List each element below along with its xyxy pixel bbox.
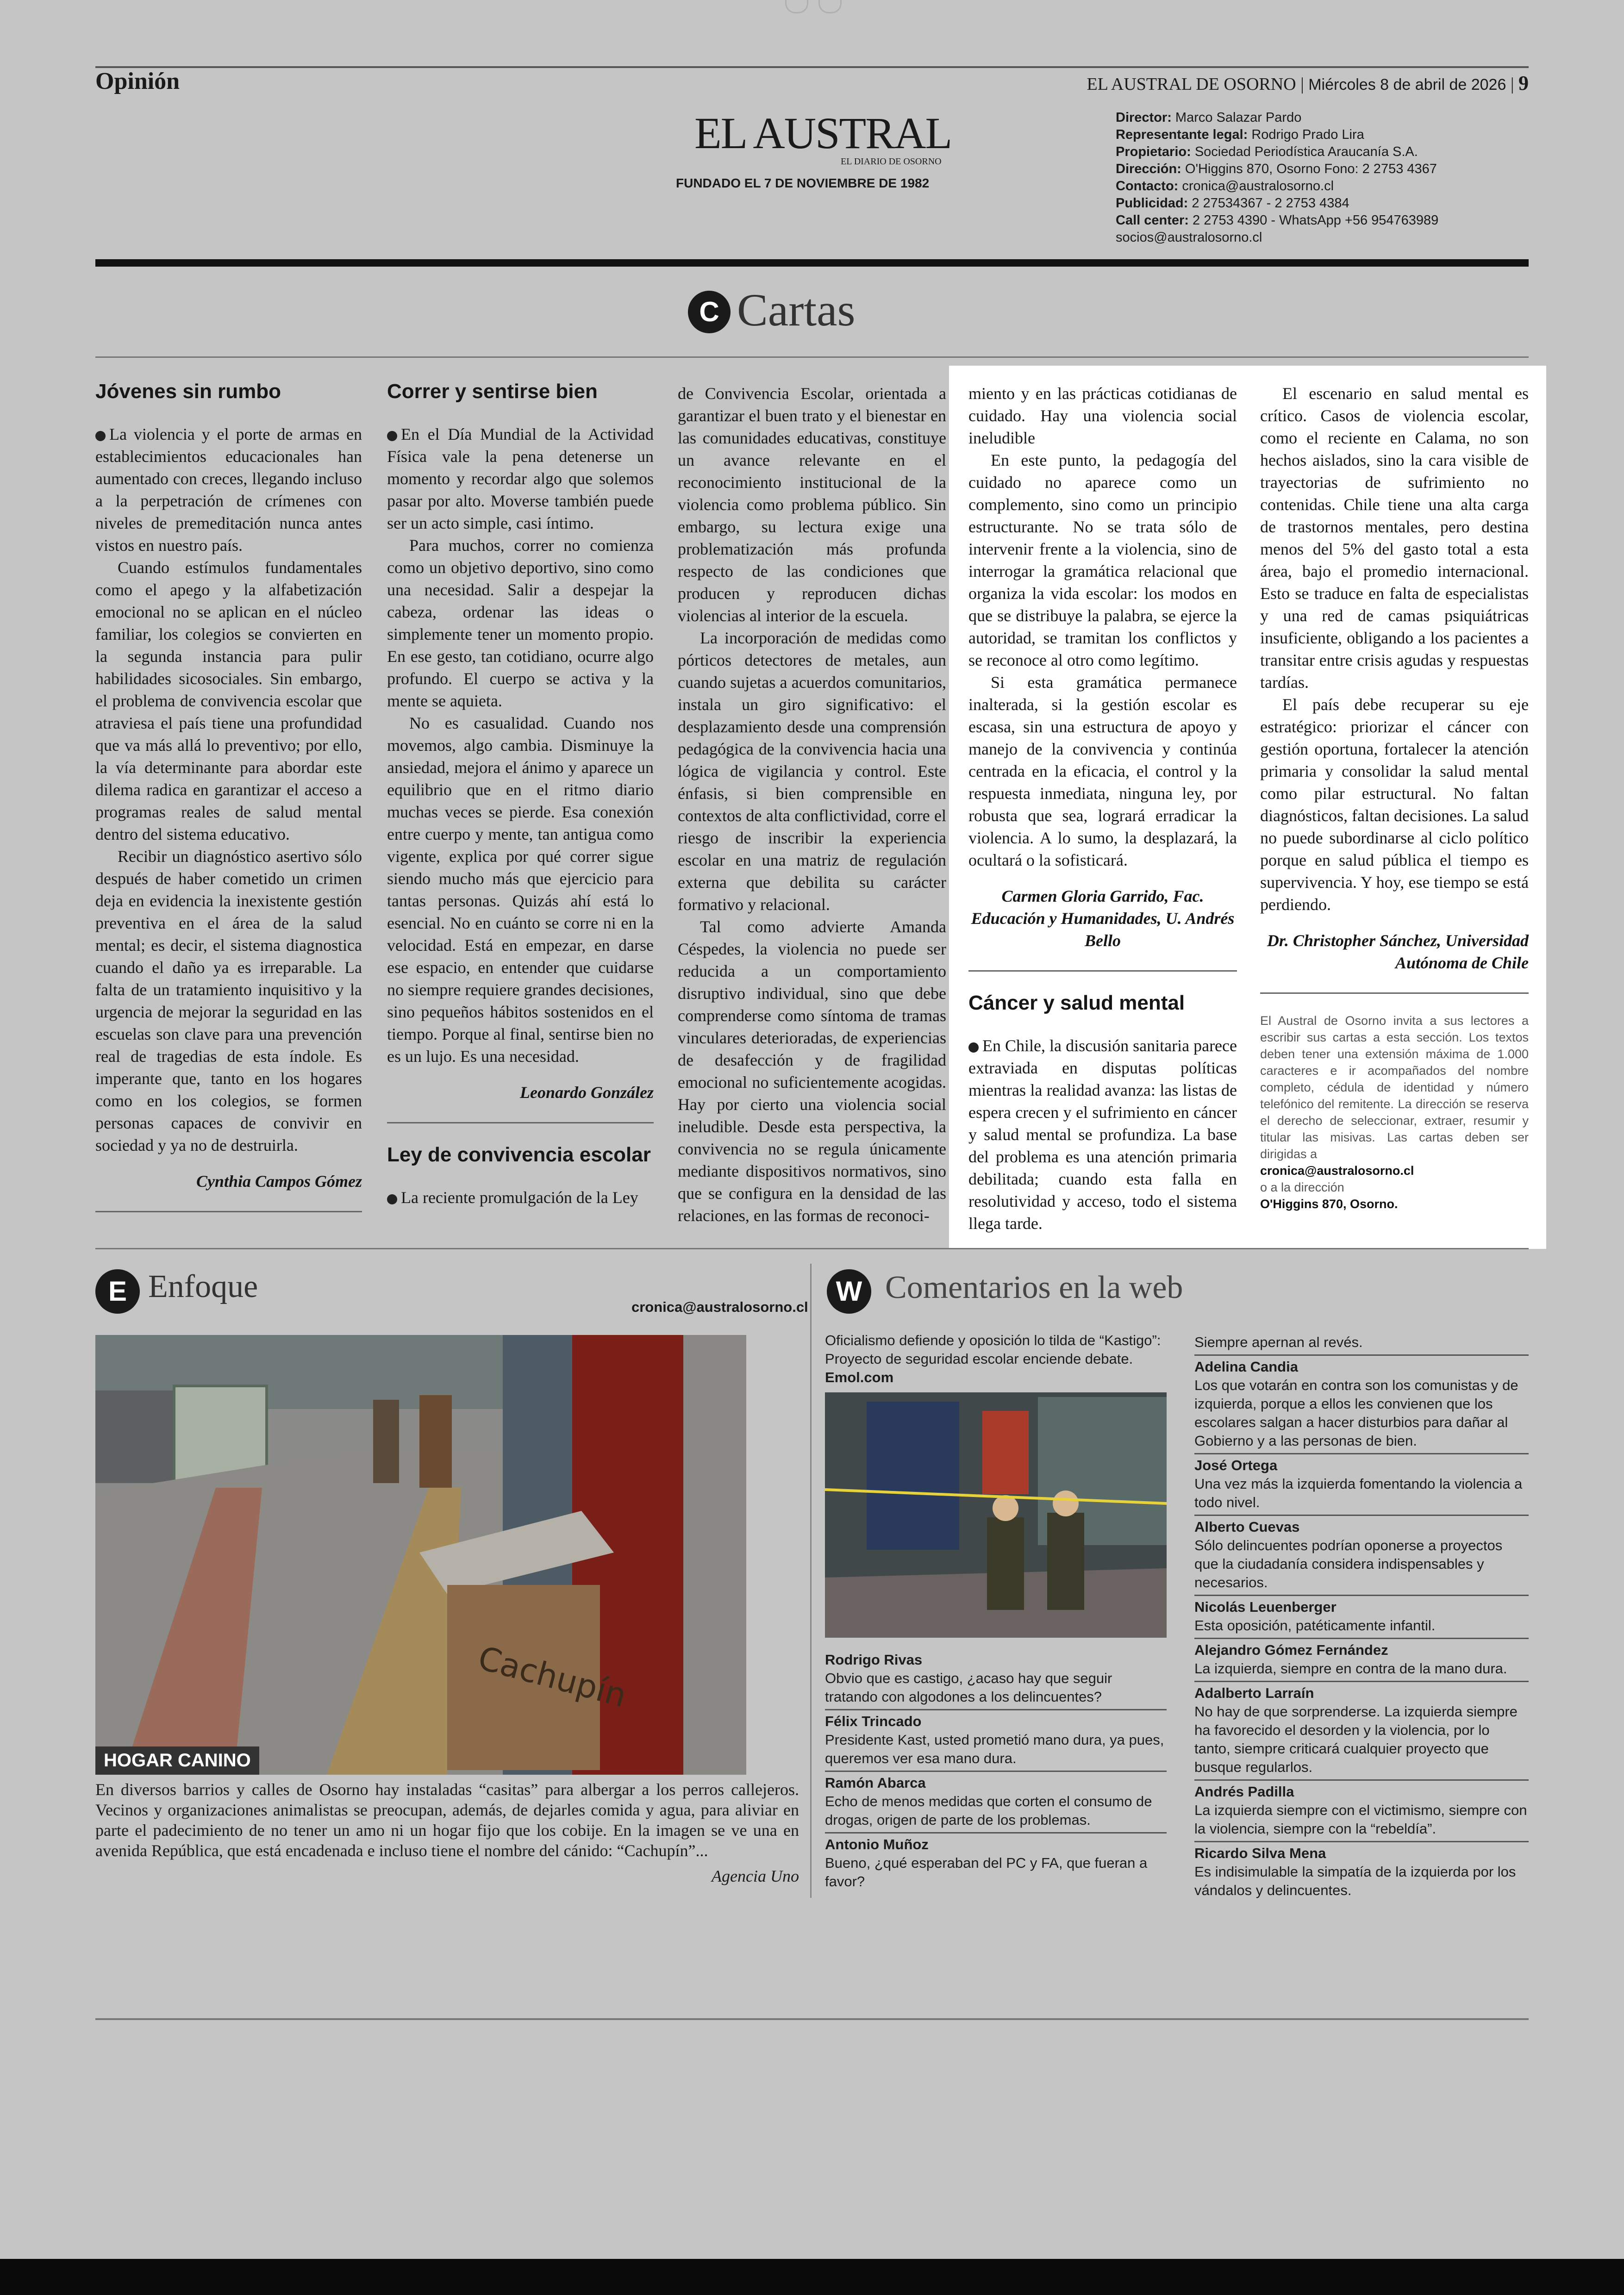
submission-notice bbox=[1260, 1012, 1529, 1212]
web-comment bbox=[1194, 1842, 1529, 1902]
comment-text: Los que votarán en contra son los comunistas y de izquierda, porque a ellos les convienen que los escolares salgan a hacer disturbios para dañar al Gobierno y a las personas de bien. bbox=[1194, 1377, 1518, 1449]
letter-signature: Leonardo González bbox=[519, 1083, 654, 1102]
comment-author: Andrés Padilla bbox=[1194, 1784, 1294, 1800]
thick-rule bbox=[95, 259, 1529, 267]
letter-paragraph: El escenario en salud mental es crítico. Casos de violencia escolar, como el reciente en Calama, no son hechos aislados, sino la cara visible de trayectorias de sufrimiento no contenidas. Chile tiene una alta carga de trastornos mentales, pero destina menos del 5% del gasto total a esta área, bajo el promedio internacional. Esto se traduce en falta de especialistas y una red de camas psiquiátricas insuficiente, obligando a los pacientes a transitar entre crisis agudas y respuestas tardías. bbox=[1260, 384, 1529, 692]
bullet-icon bbox=[387, 1194, 397, 1204]
letter-signature: Cynthia Campos Gómez bbox=[196, 1172, 362, 1191]
letter-title: Correr y sentirse bien bbox=[387, 380, 598, 403]
dog-house-photo bbox=[95, 1335, 746, 1775]
letter-paragraph: Cuando estímulos fundamentales como el apego y la alfabetización emocional no se aplican en el núcleo familiar, los colegios se convierten en la segunda instancia para pulir habilidades sicosociales. Sin embargo, el problema de convivencia escolar que atraviesa el país tiene una profundidad que va más allá lo preventivo; por ello, la vía determinante para abordar este dilema radica en garantizar el acceso a programas reales de salud mental dentro del sistema educativo. bbox=[95, 558, 362, 843]
folio-sep2: | bbox=[1506, 75, 1518, 94]
web-comment-fragment: Siempre apernan al revés. bbox=[1194, 1331, 1529, 1356]
staff-line: Propietario: Sociedad Periodística Araucanía S.A. bbox=[1116, 144, 1418, 159]
comment-author: Adelina Candia bbox=[1194, 1359, 1298, 1375]
photo-credit: Agencia Uno bbox=[712, 1867, 799, 1885]
comment-author: José Ortega bbox=[1194, 1457, 1278, 1473]
comment-text: No hay de que sorprenderse. La izquierda siempre ha favorecido el desorden y la violencia, por lo tanto, siempre criticará cualquier proyecto que busque regularlos. bbox=[1194, 1703, 1518, 1775]
letter-jovenes bbox=[95, 379, 362, 1231]
web-comment bbox=[1194, 1454, 1529, 1516]
comment-author: Alberto Cuevas bbox=[1194, 1519, 1300, 1535]
comment-author: Nicolás Leuenberger bbox=[1194, 1599, 1337, 1615]
web-photo bbox=[825, 1392, 1167, 1638]
photo-caption: En diversos barrios y calles de Osorno hay instaladas “casitas” para albergar a los perros callejeros. Vecinos y organizaciones animalistas se preocupan, además, de dejarles comida y agua, para aliviar en parte el padecimiento de no tener un amo ni un hogar fijo que los cobije. En la imagen se ve una en avenida República, que está encadenada e incluso tiene el nombre del cánido: “Cachupín”... bbox=[95, 1780, 799, 1860]
notice-text: El Austral de Osorno invita a sus lectores a escribir sus cartas a esta sección. Los textos deben tener una extensión máxima de 1.000 caracteres e ir acompañados del nombre completo, cédula de identidad y número telefónico del remitente. La dirección se reserva el derecho de seleccionar, extraer, resumir y titular las misivas. Las cartas deben ser dirigidas a bbox=[1260, 1014, 1529, 1161]
svg-text:Cachupín: Cachupín bbox=[474, 1639, 631, 1715]
letter-paragraph: Si esta gramática permanece inalterada, si la gestión escolar es escasa, sin una estructura de apoyo y manejo de la convivencia y continúa centrada en la eficacia, el control y la respuesta inmediata, ninguna ley, por robusta que sea, logrará erradicar la violencia. A lo sumo, la desplazará, la ocultará o la sofisticará. bbox=[968, 673, 1237, 869]
staff-line: Call center: 2 2753 4390 - WhatsApp +56 954763989 bbox=[1116, 213, 1439, 228]
section-separator bbox=[810, 1264, 812, 1898]
letter-title: Jóvenes sin rumbo bbox=[95, 380, 281, 403]
comment-text: Esta oposición, patéticamente infantil. bbox=[1194, 1617, 1436, 1634]
footer-rule bbox=[95, 2018, 1529, 2020]
top-rule bbox=[95, 66, 1529, 68]
comment-author: Ricardo Silva Mena bbox=[1194, 1845, 1326, 1861]
letter-paragraph: miento y en las prácticas cotidianas de cuidado. Hay una violencia social ineludible bbox=[968, 384, 1237, 447]
page-number: 9 bbox=[1518, 72, 1529, 94]
web-comment bbox=[825, 1834, 1167, 1894]
letter-paragraph: No es casualidad. Cuando nos movemos, algo cambia. Disminuye la ansiedad, mejora el ánimo y aparece un equilibrio que en el ritmo diario muchas veces se pierde. Esa conexión entre cuerpo y mente, tan antigua como vigente, explica por qué correr sigue siendo mucho más que ejercicio para tantas personas. Quizás ahí está lo esencial. No en cuánto se corre ni en la velocidad. Está en empezar, en darse ese espacio, en entender que cuidarse no siempre requiere grandes decisiones, sino pequeños hábitos sostenidos en el tiempo. Porque al final, sentirse bien no es un lujo. Es una necesidad. bbox=[387, 714, 654, 1066]
web-source[interactable]: Emol.com bbox=[825, 1369, 894, 1385]
letter-paragraph: La incorporación de medidas como pórticos detectores de metales, aun cuando sujetas a acuerdos comunitarios, instala un giro significativo: el desplazamiento desde una comprensión pedagógica de la convivencia hacia una lógica de vigilancia y control. Este énfasis, si bien comprensible en contextos de alta conflictividad, corre el riesgo de inscribir la experiencia escolar en una matriz de regulación externa que debilita su carácter formativo y relacional. bbox=[678, 629, 946, 914]
web-title: Comentarios en la web bbox=[885, 1270, 1183, 1305]
web-comment bbox=[825, 1710, 1167, 1772]
bullet-icon bbox=[95, 431, 106, 441]
issue-date: Miércoles 8 de abril de 2026 bbox=[1308, 76, 1506, 94]
letter-paragraph: Para muchos, correr no comienza como un objetivo deportivo, sino como una necesidad. Salir a despejar la cabeza, ordenar las ideas o simplemente tener un momento propio. En ese gesto, tan cotidiano, ocurre algo profundo. El cuerpo se activa y la mente se aquieta. bbox=[387, 536, 654, 710]
letter-cancer-cont bbox=[1260, 382, 1529, 1212]
staff-line: Dirección: O'Higgins 870, Osorno Fono: 2 2753 4367 bbox=[1116, 162, 1437, 176]
letter-paragraph: En Chile, la discusión sanitaria parece extraviada en disputas políticas mientras la realidad avanza: las listas de espera crecen y el sufrimiento en cáncer y salud mental se profundiza. La base del problema es una atención primaria debilitada; cuando esta falla en resolutividad y acceso, todo el sistema llega tarde. bbox=[968, 1036, 1237, 1233]
paper-name: EL AUSTRAL DE OSORNO bbox=[1087, 75, 1296, 94]
comment-text: Presidente Kast, usted prometió mano dura, ya pues, queremos ver esa mano dura. bbox=[825, 1732, 1164, 1766]
web-comment bbox=[1194, 1781, 1529, 1842]
cartas-logo-icon: C bbox=[688, 291, 731, 333]
letter-paragraph: de Convivencia Escolar, orientada a garantizar el buen trato y el bienestar en las comunidades educativas, constituye un avance relevante en el reconocimiento institucional de la violencia como problema público. Sin embargo, su lectura exige una problematización más profunda respecto de las condiciones que producen y reproducen dichas violencias al interior de la escuela. bbox=[678, 384, 946, 625]
web-left-column bbox=[825, 1331, 1167, 1894]
staff-line: Representante legal: Rodrigo Prado Lira bbox=[1116, 127, 1364, 142]
staff-box bbox=[1116, 109, 1438, 246]
enfoque-email[interactable]: cronica@australosorno.cl bbox=[631, 1299, 808, 1315]
enfoque-title: Enfoque bbox=[148, 1269, 258, 1304]
divider bbox=[968, 970, 1237, 972]
comment-author: Adalberto Larraín bbox=[1194, 1685, 1314, 1701]
masthead-sub: EL DIARIO DE OSORNO bbox=[841, 156, 942, 167]
comment-text: La izquierda, siempre en contra de la mano dura. bbox=[1194, 1660, 1507, 1677]
letter-title: Ley de convivencia escolar bbox=[387, 1143, 651, 1166]
notice-email[interactable]: cronica@australosorno.cl bbox=[1260, 1164, 1414, 1178]
staff-line: Director: Marco Salazar Pardo bbox=[1116, 110, 1302, 125]
section-label: Opinión bbox=[95, 68, 180, 94]
letter-paragraph: En el Día Mundial de la Actividad Física vale la pena detenerse un momento y recordar algo que solemos pasar por alto. Moverse también puede ser un acto simple, casi íntimo. bbox=[387, 425, 654, 532]
viewer-bottom-bar bbox=[0, 2259, 1624, 2295]
enfoque-photo bbox=[95, 1335, 746, 1775]
staff-line: Publicidad: 2 27534367 - 2 2753 4384 bbox=[1116, 196, 1349, 211]
comment-text: Bueno, ¿qué esperaban del PC y FA, que fueran a favor? bbox=[825, 1855, 1148, 1890]
web-logo-icon: W bbox=[827, 1269, 871, 1314]
web-comment bbox=[1194, 1516, 1529, 1596]
cartas-rule bbox=[95, 356, 1529, 358]
police-photo bbox=[825, 1392, 1167, 1638]
comment-author: Rodrigo Rivas bbox=[825, 1652, 923, 1668]
letter-paragraph: El país debe recuperar su eje estratégico: priorizar el cáncer con gestión oportuna, fortalecer la atención primaria y consolidar la salud mental como pilar estructural. No faltan diagnósticos, faltan decisiones. La salud no puede subordinarse al ciclo político porque en salud pública el tiempo es supervivencia. Y hoy, ese tiempo se está perdiendo. bbox=[1260, 695, 1529, 914]
comment-text: Sólo delincuentes podrían oponerse a proyectos que la ciudadanía considera indispensables y necesarios. bbox=[1194, 1537, 1503, 1590]
notice-address: O'Higgins 870, Osorno. bbox=[1260, 1197, 1398, 1211]
letter-signature: Carmen Gloria Garrido, Fac. Educación y Humanidades, U. Andrés Bello bbox=[971, 887, 1235, 950]
letter-correr bbox=[387, 379, 654, 1209]
comment-text: Una vez más la izquierda fomentando la violencia a todo nivel. bbox=[1194, 1476, 1523, 1510]
web-comment bbox=[825, 1649, 1167, 1710]
divider bbox=[1260, 992, 1529, 994]
letter-paragraph: En este punto, la pedagogía del cuidado no aparece como un complemento, sino como un principio estructurante. No se trata sólo de intervenir frente a la violencia, sino de interrogar la gramática relacional que organiza la vida escolar: los modos en que se distribuye la palabra, se ejerce la autoridad, se tramitan los conflictos y se reconoce al otro como legítimo. bbox=[968, 451, 1237, 669]
comment-text: Es indisimulable la simpatía de la izquierda por los vándalos y delincuentes. bbox=[1194, 1864, 1516, 1898]
masthead: EL AUSTRAL bbox=[694, 108, 952, 158]
letter-title: Cáncer y salud mental bbox=[968, 992, 1185, 1014]
letter-paragraph: Tal como advierte Amanda Céspedes, la violencia no puede ser reducida a un comportamiento disruptivo individual, sino que debe comprenderse como síntoma de tramas vinculares deterioradas, de experiencias de desafección y de fragilidad emocional no suficientemente acogidas. Hay por cierto una violencia social ineludible. Desde esta perspectiva, la convivencia no se regula únicamente mediante dispositivos normativos, sino que se configura en la densidad de las relaciones, en las formas de reconoci- bbox=[678, 917, 946, 1225]
comment-author: Félix Trincado bbox=[825, 1713, 922, 1729]
web-comment bbox=[1194, 1682, 1529, 1781]
comment-author: Alejandro Gómez Fernández bbox=[1194, 1642, 1388, 1658]
comment-text: Obvio que es castigo, ¿acaso hay que seguir tratando con algodones a los delincuentes? bbox=[825, 1670, 1112, 1705]
founded-line: FUNDADO EL 7 DE NOVIEMBRE DE 1982 bbox=[676, 176, 930, 190]
enfoque-logo-icon: E bbox=[95, 1269, 140, 1314]
web-headline: Oficialismo defiende y oposición lo tilda de “Kastigo”: Proyecto de seguridad escolar enciende debate. Emol.com bbox=[825, 1332, 1161, 1385]
bullet-icon bbox=[968, 1042, 979, 1053]
divider bbox=[387, 1122, 654, 1123]
notice-or: o a la dirección bbox=[1260, 1180, 1344, 1194]
web-comment bbox=[1194, 1356, 1529, 1454]
folio-sep: | bbox=[1296, 75, 1309, 94]
letter-paragraph: La reciente promulgación de la Ley bbox=[387, 1186, 654, 1209]
web-comment bbox=[1194, 1596, 1529, 1639]
cartas-title: Cartas bbox=[737, 284, 856, 336]
cartas-bottom-rule bbox=[95, 1248, 1529, 1249]
comment-author: Ramón Abarca bbox=[825, 1775, 926, 1791]
letter-ley-end bbox=[968, 382, 1237, 1235]
letter-paragraph: La violencia y el porte de armas en establecimientos educacionales han aumentado con creces, llegando incluso a la perpetración de crímenes con niveles de premeditación nunca antes vistos en nuestro país. bbox=[95, 425, 362, 555]
bullet-icon bbox=[387, 431, 397, 441]
web-comment bbox=[1194, 1639, 1529, 1682]
web-right-column bbox=[1194, 1331, 1529, 1902]
letter-signature: Dr. Christopher Sánchez, Universidad Autónoma de Chile bbox=[1267, 931, 1529, 972]
letter-ley-cont bbox=[678, 382, 946, 1227]
staff-line: socios@australosorno.cl bbox=[1116, 230, 1262, 245]
photo-label: HOGAR CANINO bbox=[95, 1746, 259, 1775]
letter-paragraph: Recibir un diagnóstico asertivo sólo después de haber cometido un crimen deja en evidencia la inexistente gestión preventiva en el área de la salud mental; es decir, el sistema diagnostica cuando el daño ya es irreparable. La falta de un tratamiento inquisitivo y la urgencia de mejorar la seguridad en las escuelas son clave para una prevención real de tragedias de esta índole. Es imperante que, tanto en los hogares como en los colegios, se formen personas capaces de convivir en sociedad y ya no de destruirla. bbox=[95, 847, 362, 1154]
staff-line: Contacto: cronica@australosorno.cl bbox=[1116, 179, 1334, 193]
prev-page-icon[interactable] bbox=[785, 0, 808, 13]
folio bbox=[1087, 71, 1529, 95]
comment-text: Echo de menos medidas que corten el consumo de drogas, origen de parte de los problemas. bbox=[825, 1793, 1152, 1828]
comment-text: La izquierda siempre con el victimismo, siempre con la violencia, siempre con la “rebeldía”. bbox=[1194, 1802, 1527, 1837]
comment-author: Antonio Muñoz bbox=[825, 1836, 929, 1852]
web-comment bbox=[825, 1772, 1167, 1834]
next-page-icon[interactable] bbox=[818, 0, 842, 13]
divider bbox=[95, 1211, 362, 1212]
